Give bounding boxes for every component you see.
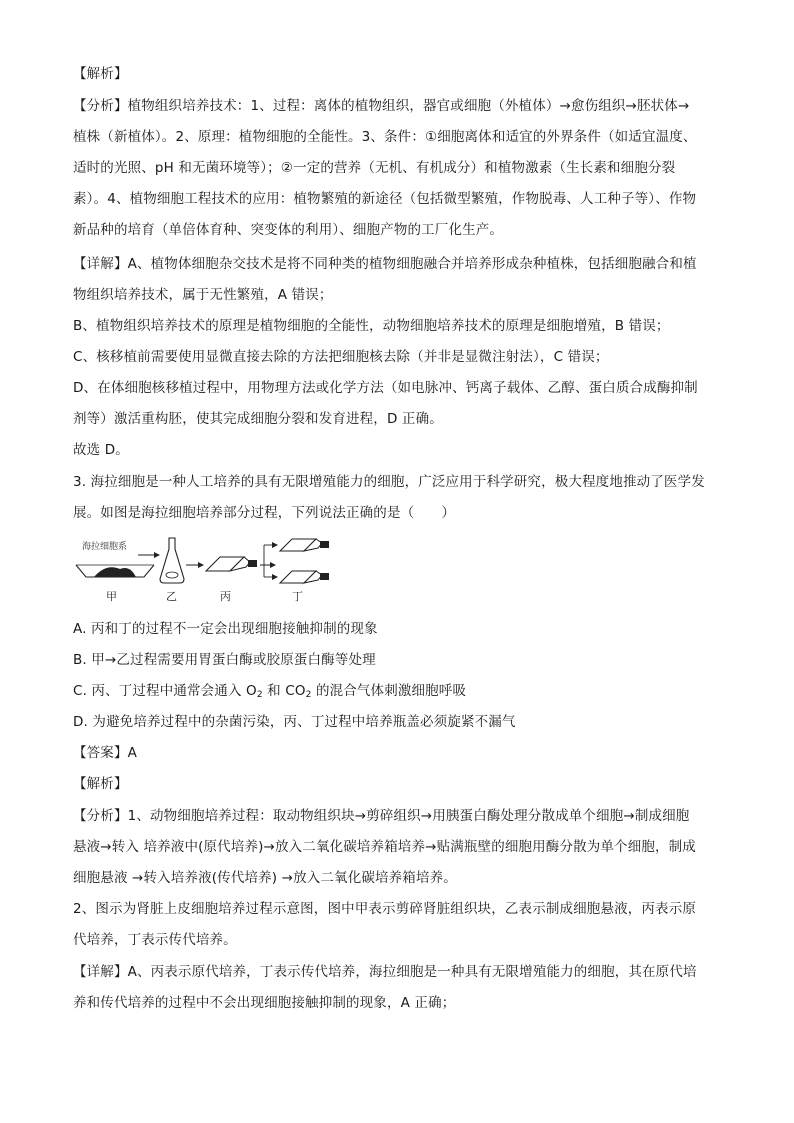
xiangjie-line-3: B、植物组织培养技术的原理是植物细胞的全能性，动物细胞培养技术的原理是细胞增殖，B 错误； xyxy=(73,318,670,334)
option-a: A. 丙和丁的过程不一定会出现细胞接触抑制的现象 xyxy=(73,621,378,637)
xiangjie-line-6: 剂等）激活重构胚，使其完成细胞分裂和发育进程，D 正确。 xyxy=(73,411,443,427)
hela-source-label: 海拉细胞系 xyxy=(82,542,128,552)
fenxi-line-2: 植株（新植体）。2、原理：植物细胞的全能性。3、条件：①细胞离体和适宜的外界条件（如适宜温度、 xyxy=(73,129,697,145)
xiangjie-line-1: 【详解】A、植物体细胞杂交技术是将不同种类的植物细胞融合并培养形成杂种植株，包括细胞融合和植 xyxy=(73,256,697,272)
fenxi-line-4: 素）。4、植物细胞工程技术的应用：植物繁殖的新途径（包括微型繁殖，作物脱毒、人工种子等）、作物 xyxy=(73,191,697,207)
q3-fenxi-line-1: 【分析】1、动物细胞培养过程：取动物组织块→剪碎组织→用胰蛋白酶处理分散成单个细胞→制成细胞 xyxy=(73,808,690,824)
jiexi-tag-1: 【解析】 xyxy=(73,66,128,82)
q3-fenxi-line-3: 细胞悬液 →转入培养液(传代培养) →放入二氧化碳培养箱培养。 xyxy=(73,870,457,886)
fenxi-line-3: 适时的光照、pH 和无菌环境等）；②一定的营养（无机、有机成分）和植物激素（生长素和细胞分裂 xyxy=(73,160,676,176)
q3-xiangjie-line-2: 养和传代培养的过程中不会出现细胞接触抑制的现象，A 正确； xyxy=(73,995,456,1011)
question-stem-line-2: 展。如图是海拉细胞培养部分过程，下列说法正确的是（ ） xyxy=(73,505,456,521)
xiangjie-line-4: C、核移植前需要使用显微直接去除的方法把细胞核去除（并非是显微注射法），C 错误； xyxy=(73,349,609,365)
hela-culture-figure xyxy=(70,535,370,605)
option-d: D. 为避免培养过程中的杂菌污染，丙、丁过程中培养瓶盖必须旋紧不漏气 xyxy=(73,714,516,730)
q3-fenxi-line-5: 代培养，丁表示传代培养。 xyxy=(73,932,237,948)
bottle-2-cap xyxy=(320,541,329,548)
option-c xyxy=(73,681,723,701)
q3-fenxi-line-4: 2、图示为肾脏上皮细胞培养过程示意图，图中甲表示剪碎肾脏组织块，乙表示制成细胞悬液，丙表示原 xyxy=(73,901,696,917)
xiangjie-line-2: 物组织培养技术，属于无性繁殖，A 错误； xyxy=(73,287,333,303)
stage-label-ding: 丁 xyxy=(292,590,303,603)
xiangjie-line-7: 故选 D。 xyxy=(73,442,129,458)
answer-line: 【答案】A xyxy=(73,745,137,761)
xiangjie-line-5: D、在体细胞核移植过程中，用物理方法或化学方法（如电脉冲、钙离子载体、乙醇、蛋白质合成酶抑制 xyxy=(73,380,698,396)
stage-label-jia: 甲 xyxy=(106,590,117,603)
q3-xiangjie-line-1: 【详解】A、丙表示原代培养，丁表示传代培养，海拉细胞是一种具有无限增殖能力的细胞，其在原代培 xyxy=(73,964,697,980)
tissue-mass xyxy=(94,567,136,577)
option-c-sub-1: 2 xyxy=(256,690,263,700)
flask-outline xyxy=(160,538,184,583)
stage-label-bing: 丙 xyxy=(220,590,231,603)
option-c-text-1: C. 丙、丁过程中通常会通入 O xyxy=(73,683,257,699)
q3-fenxi-line-2: 悬液→转入 培养液中(原代培养)→放入二氧化碳培养箱培养→贴满瓶壁的细胞用酶分散为单个细胞，制成 xyxy=(73,839,696,855)
question-stem-line-1: 3. 海拉细胞是一种人工培养的具有无限增殖能力的细胞，广泛应用于科学研究，极大程度地推动了医学发 xyxy=(73,474,705,490)
fenxi-line-1: 【分析】植物组织培养技术：1、过程：离体的植物组织，器官或细胞（外植体）→愈伤组织→胚状体→ xyxy=(73,98,690,114)
option-c-sub-2: 2 xyxy=(305,690,312,700)
option-c-text-3: 的混合气体刺激细胞呼吸 xyxy=(311,683,467,699)
bottle-3-cap xyxy=(320,573,329,580)
jiexi-tag-2: 【解析】 xyxy=(73,776,128,792)
stage-label-yi: 乙 xyxy=(166,590,177,603)
bottle-1-cap xyxy=(248,560,257,567)
option-b: B. 甲→乙过程需要用胃蛋白酶或胶原蛋白酶等处理 xyxy=(73,652,376,668)
option-c-text-2: 和 CO xyxy=(262,683,306,699)
fenxi-line-5: 新品种的培育（单倍体育种、突变体的利用）、细胞产物的工厂化生产。 xyxy=(73,222,504,238)
